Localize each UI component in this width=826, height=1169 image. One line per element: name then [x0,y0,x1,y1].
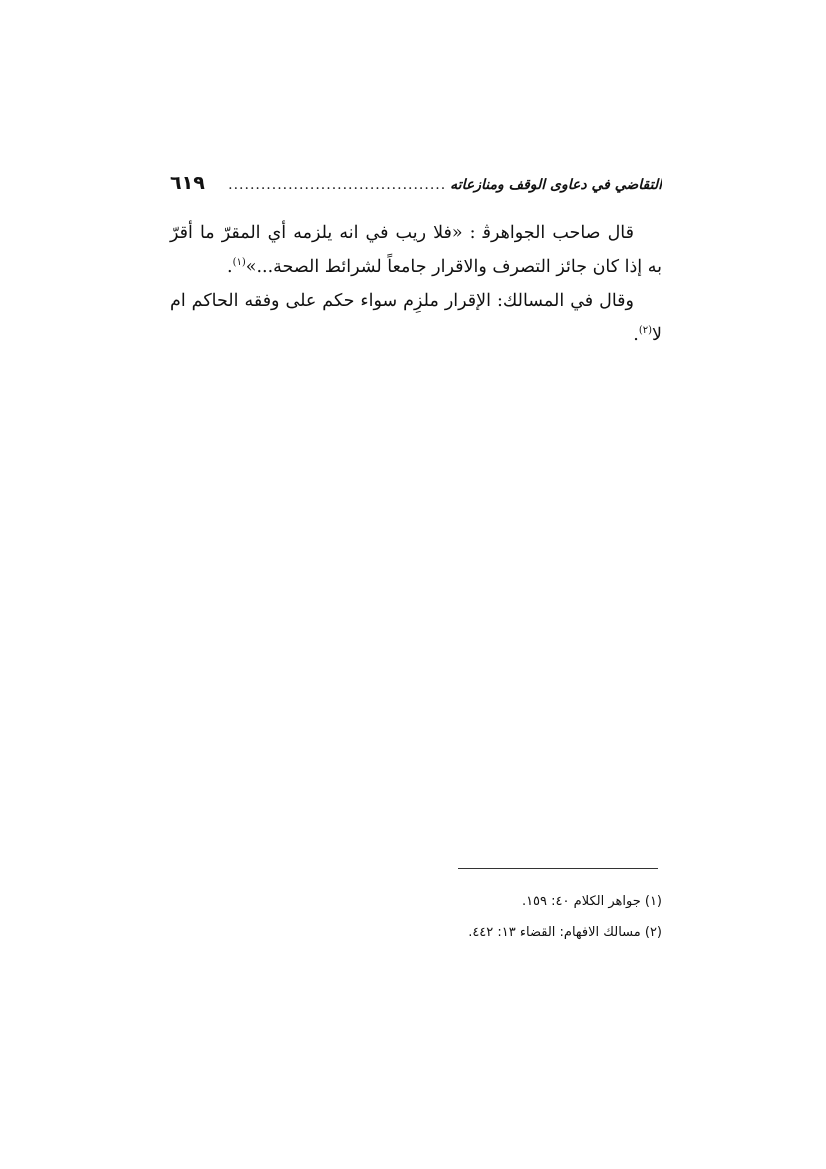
running-title: التقاضي في دعاوى الوقف ومنازعاته [450,177,662,193]
paragraph-1-end: . [227,257,233,277]
page-number: ٦١٩ [170,172,205,194]
paragraph-1-quote: : «فلا ريب في انه يلزمه أي المقرّ ما أقرّ به إذا كان جائز التصرف والاقرار جامعاً لشرائط الصحة...» [170,223,662,277]
honorific-symbol: ﭬ [482,223,491,243]
footnote-1: (١) جواهر الكلام ٤٠: ١٥٩. [521,894,662,909]
footnote-separator [458,868,658,869]
body-text [170,216,662,352]
paragraph-2-end: . [633,325,639,345]
paragraph-1 [170,216,662,284]
paragraph-1-text: قال صاحب الجواهر [490,223,634,243]
dot-leader: ........................................ [228,177,447,193]
footnotes [300,886,662,948]
footnote-ref-1: (١) [232,257,246,269]
paragraph-2-text: وقال في المسالك: الإقرار ملزِم سواء حكم على وفقه الحاكم ام لا [170,291,662,345]
page-header [170,172,662,202]
footnote-ref-2: (٢) [638,325,653,337]
footnote-2: (٢) مسالك الافهام: القضاء ١٣: ٤٤٢. [468,925,662,940]
paragraph-2 [170,284,662,352]
